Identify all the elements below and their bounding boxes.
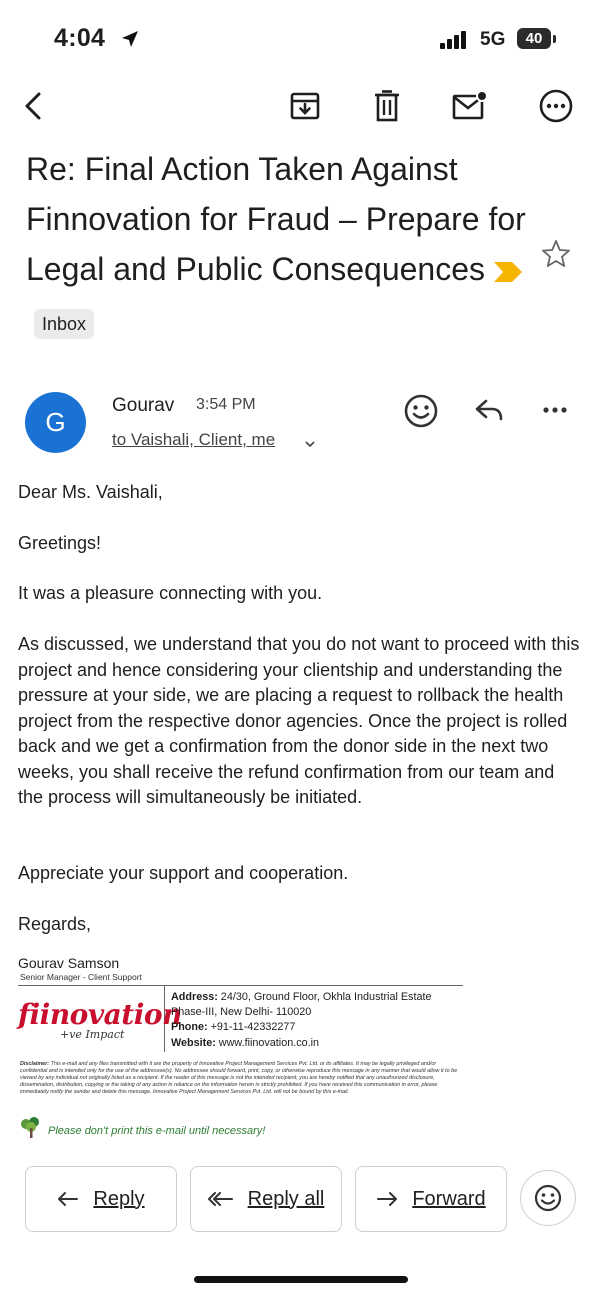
back-button[interactable]: [12, 84, 56, 128]
sender-name[interactable]: Gourav: [112, 395, 175, 416]
reply-label: Reply: [93, 1187, 145, 1210]
home-indicator[interactable]: [194, 1276, 408, 1283]
phone-label: Phone:: [171, 1021, 208, 1033]
archive-icon: [288, 89, 322, 123]
body-paragraph-2: It was a pleasure connecting with you.: [18, 583, 323, 603]
battery-tip: [553, 35, 556, 43]
reply-button[interactable]: [25, 1166, 177, 1232]
delete-button[interactable]: [365, 84, 409, 128]
signature-website: [171, 1037, 319, 1049]
body-greeting: Dear Ms. Vaishali,: [18, 482, 163, 502]
eco-note: Please don't print this e-mail until necessary!: [48, 1125, 266, 1137]
company-logo: fiinovation: [18, 998, 182, 1031]
disclaimer-text: This e-mail and any files transmitted with it are the property of Innovative Project Management Services Pvt. Ltd. or its affiliates. It may be legally privileged and/or confidential and is intended only for the use of the addressee(s). No addressee should forward, print, copy, or otherwise reproduce this message in any manner that would allow it to be viewed by any individual not originally listed as a recipient. If the reader of this message is not the intended recipient, you are hereby notified that any unauthorized disclosure, dissemination, distribution, copying or the taking of any action in reliance on the information herein is strictly prohibited. If you have received this communication in error, please immediately notify the sender and delete this message. Innovative Project Management Services Pvt. Ltd. will not be bound by this e-mail.: [20, 1061, 458, 1095]
reply-all-label: Reply all: [247, 1187, 325, 1210]
emoji-icon: [403, 393, 439, 429]
more-options-button[interactable]: [534, 84, 578, 128]
reply-icon-button[interactable]: [473, 396, 505, 429]
address-label: Address:: [171, 991, 218, 1003]
forward-label: Forward: [412, 1187, 486, 1210]
signal-strength-icon: [440, 30, 470, 55]
reply-icon: [57, 1190, 79, 1208]
more-horizontal-circle-icon: [538, 88, 574, 124]
body-paragraph-1: Greetings!: [18, 533, 102, 553]
forward-icon: [376, 1190, 398, 1208]
reply-all-button[interactable]: [190, 1166, 342, 1232]
company-tagline: +ve Impact: [60, 1028, 125, 1041]
signature-name: Gourav Samson: [18, 955, 120, 971]
battery-icon: 40: [517, 28, 551, 49]
add-reaction-button[interactable]: [403, 393, 439, 434]
message-more-button[interactable]: [540, 400, 570, 425]
body-closing: Regards,: [18, 914, 92, 934]
archive-button[interactable]: [283, 84, 327, 128]
reply-all-icon: [208, 1190, 234, 1208]
address-line-2: Phase-III, New Delhi- 110020: [171, 1006, 312, 1018]
network-type: 5G: [480, 29, 506, 50]
phone-value[interactable]: +91-11-42332277: [207, 1021, 296, 1033]
website-label: Website:: [171, 1037, 216, 1049]
mail-unread-icon: [451, 90, 489, 122]
subject-text: Re: Final Action Taken Against Finnovation for Fraud – Prepare for Legal and Public Consequences: [26, 151, 526, 287]
mark-unread-button[interactable]: [448, 84, 492, 128]
recipients-toggle[interactable]: to Vaishali, Client, me: [112, 430, 276, 449]
location-arrow-icon: [120, 29, 140, 54]
emoji-icon: [533, 1183, 563, 1213]
sent-time: 3:54 PM: [196, 396, 256, 413]
reply-icon: [473, 396, 505, 424]
website-link[interactable]: www.fiinovation.co.in: [215, 1037, 320, 1049]
body-paragraph-3: As discussed, we understand that you do not want to proceed with this project and hence considering your clientship and understanding the pressure at your side, we are placing a request to rollback the health project from the respective donor agencies. Once the project is rolled back and we get a confirmation from the donor side in the next two weeks, you shall receive the refund confirmation from our team and the process will simultaneously be initiated.: [18, 634, 580, 807]
body-paragraph-4: Appreciate your support and cooperation.: [18, 863, 349, 883]
disclaimer-label: Disclaimer:: [20, 1061, 50, 1067]
tree-icon: [18, 1116, 44, 1145]
email-subject: [26, 144, 526, 347]
signature-phone: [171, 1021, 295, 1033]
trash-icon: [372, 89, 402, 123]
signature-address-1: [171, 991, 431, 1003]
emoji-reaction-button[interactable]: [520, 1170, 576, 1226]
sender-avatar[interactable]: G: [25, 392, 86, 453]
star-button[interactable]: [540, 238, 572, 275]
inbox-label[interactable]: Inbox: [34, 309, 94, 339]
back-arrow-icon: [21, 91, 47, 121]
signature-divider: [18, 985, 463, 986]
status-time: 4:04: [54, 24, 106, 52]
chevron-down-icon[interactable]: [304, 436, 316, 454]
signature-disclaimer: [20, 1061, 460, 1096]
forward-button[interactable]: [355, 1166, 507, 1232]
address-line-1: 24/30, Ground Floor, Okhla Industrial Estate: [217, 991, 432, 1003]
signature-role: Senior Manager - Client Support: [20, 972, 142, 982]
more-horizontal-icon: [540, 400, 570, 420]
important-marker-icon[interactable]: [493, 247, 523, 297]
star-icon: [540, 238, 572, 270]
